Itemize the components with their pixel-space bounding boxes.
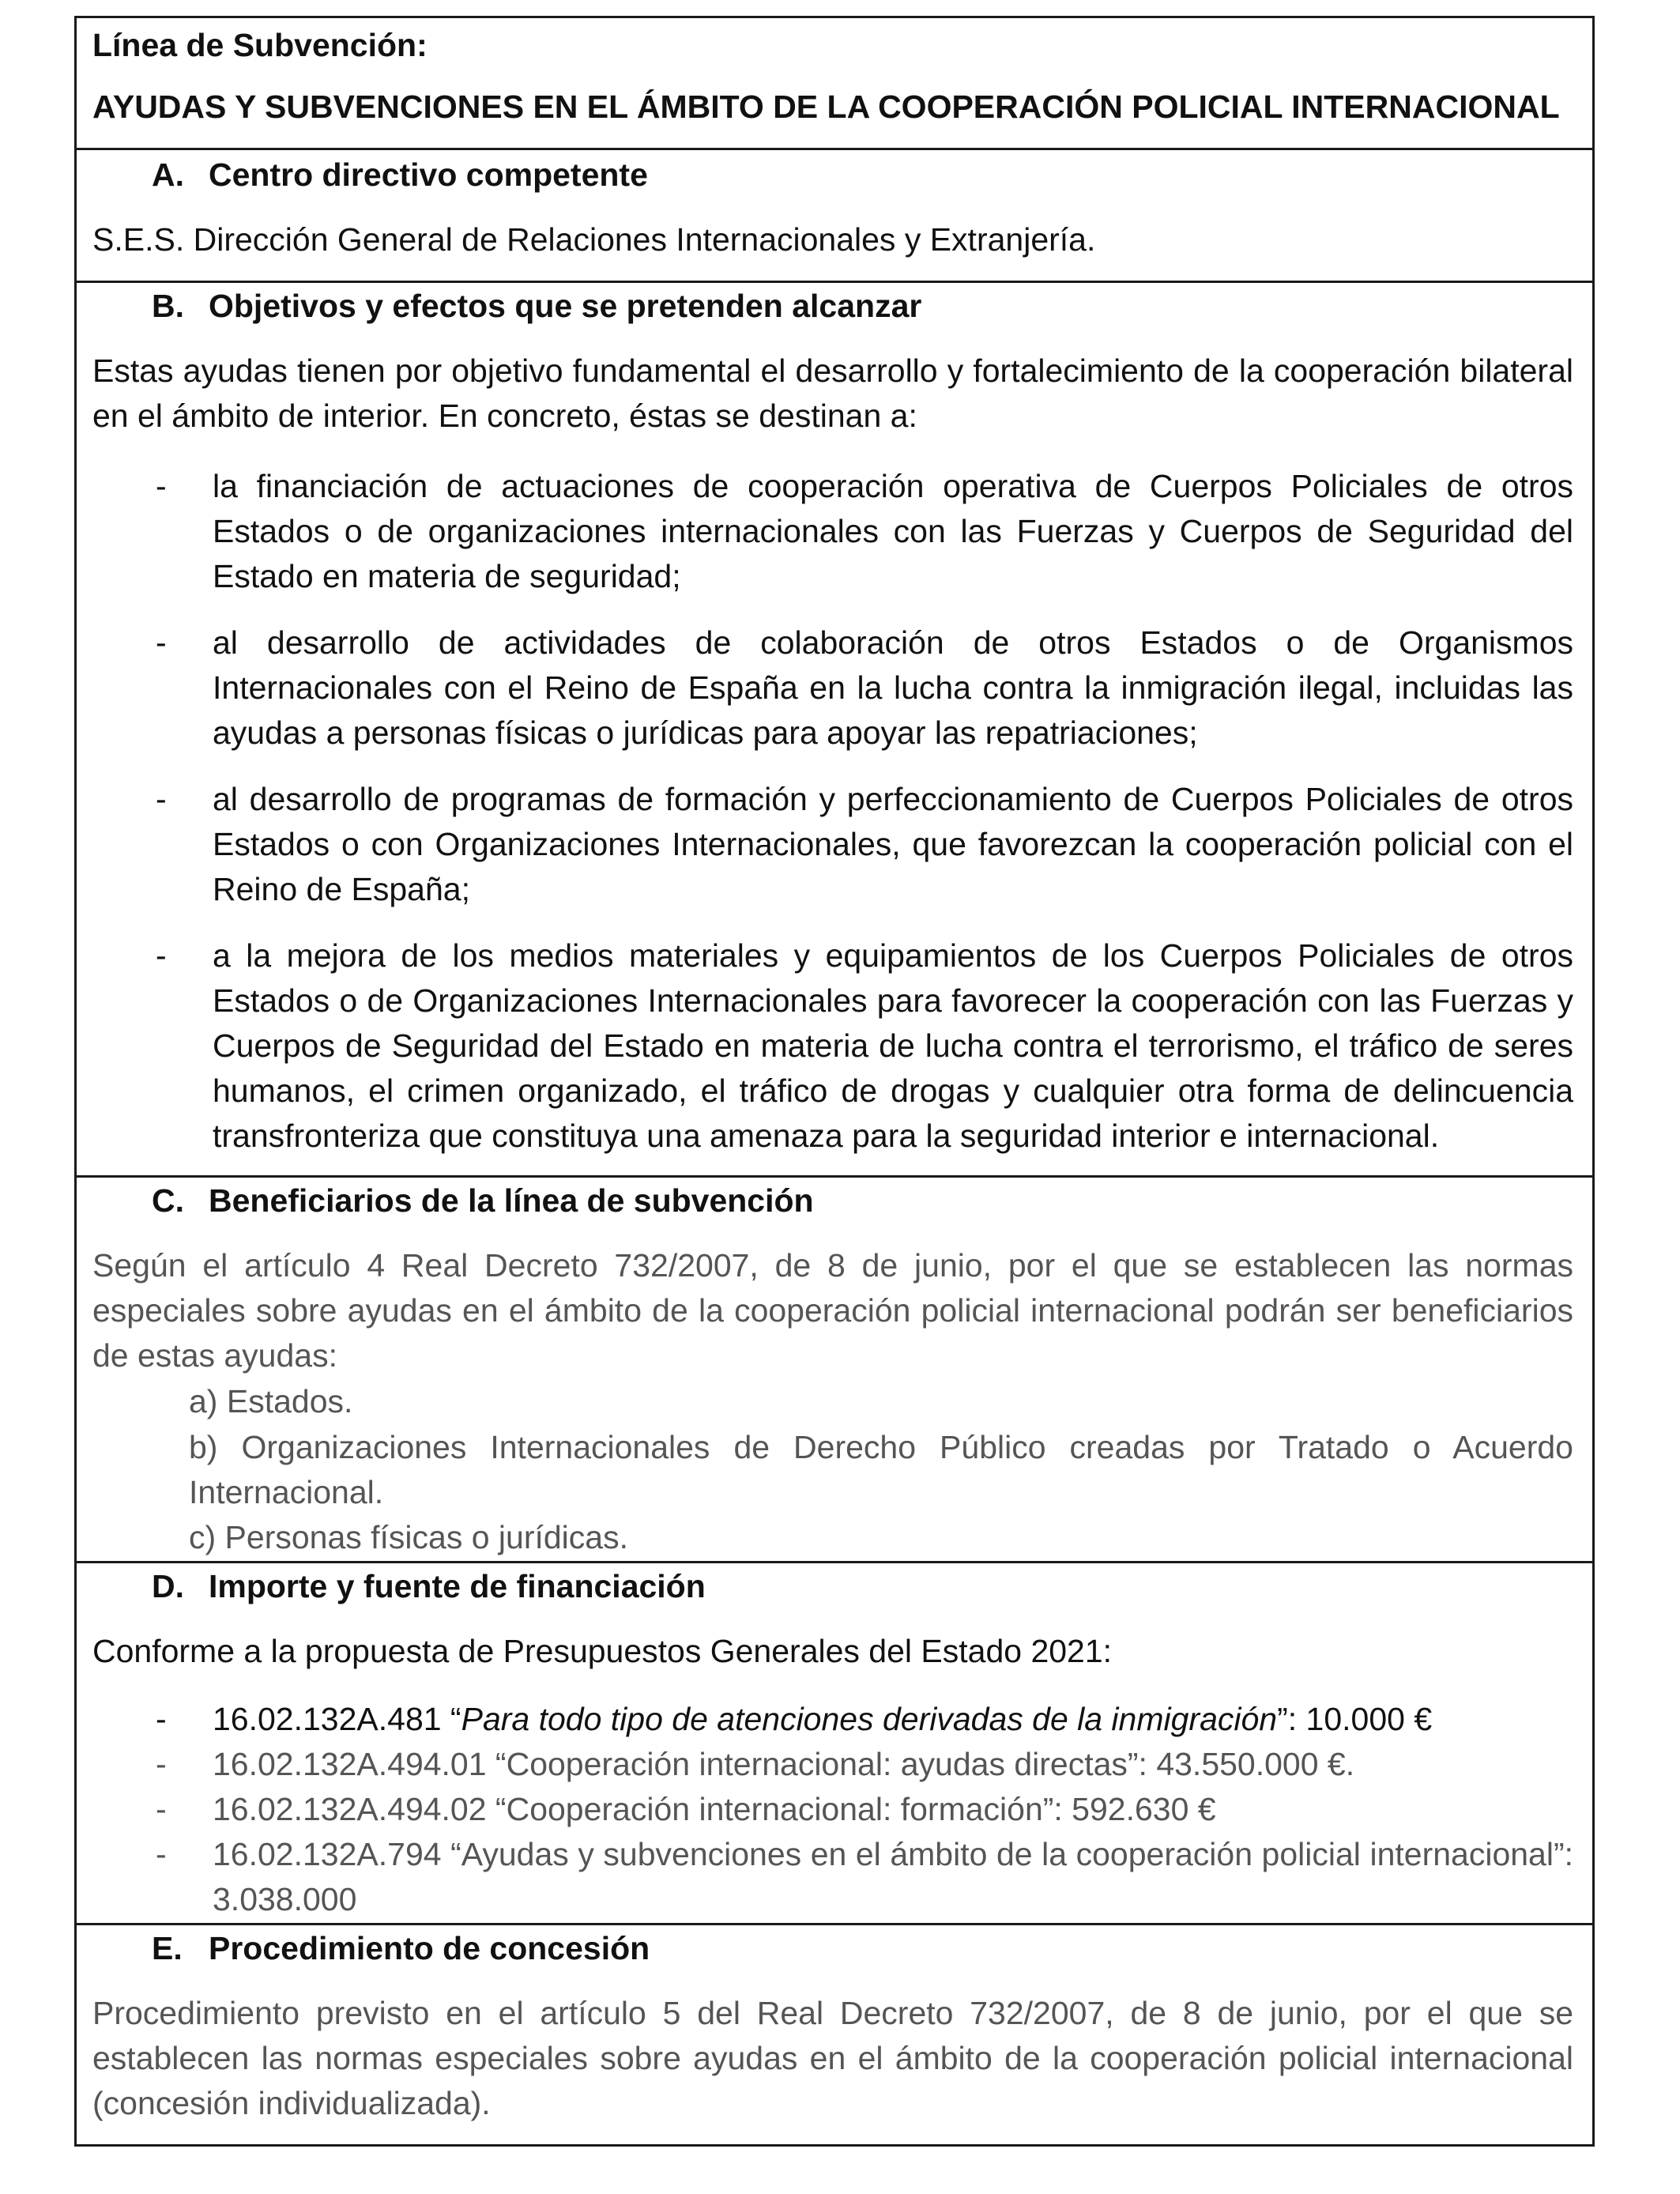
bullet-dash: - (156, 624, 167, 661)
bullet-dash: - (156, 1836, 167, 1872)
section-b-item-2: al desarrollo de actividades de colaboración de otros Estados o de Organismos Internacionales con el Reino de España en la lucha contra la inmigración ilegal, incluidas las ayudas a personas físicas o jurídicas para apoyar las repatriaciones; (213, 624, 1573, 751)
section-c-letter: C. (152, 1182, 184, 1219)
bullet-dash: - (156, 1701, 167, 1737)
section-b-item-4: a la mejora de los medios materiales y equipamientos de los Cuerpos Policiales de otros Estados o de Organizaciones Internacionales para favorecer la cooperación con las Fuerzas y Cuerpos de Seguridad del Estado en materia de lucha contra el terrorismo, el tráfico de seres humanos, el crimen organizado, el tráfico de drogas y cualquier otra forma de delincuencia transfronteriza que constituya una amenaza para la seguridad interior e internacional. (213, 937, 1573, 1154)
section-d-item-1 (213, 1697, 1573, 1742)
section-e-heading (152, 1926, 650, 1971)
section-b-title: Objetivos y efectos que se pretenden alcanzar (209, 288, 922, 324)
section-a-title: Centro directivo competente (209, 156, 648, 193)
budget-concept: Para todo tipo de atenciones derivadas de la inmigración (461, 1701, 1278, 1737)
bullet-dash: - (156, 468, 167, 504)
budget-amount: ”: 10.000 € (1277, 1701, 1433, 1737)
section-b-intro: Estas ayudas tienen por objetivo fundamental el desarrollo y fortalecimiento de la cooperación bilateral en el ámbito de interior. En concreto, éstas se destinan a: (92, 352, 1573, 434)
section-d-item-3: 16.02.132A.494.02 “Cooperación internacional: formación”: 592.630 € (213, 1791, 1216, 1827)
section-c-heading (152, 1178, 814, 1223)
divider (77, 148, 1592, 150)
divider (77, 1923, 1592, 1925)
line-label: Línea de Subvención: (92, 27, 428, 63)
section-c-item-a: a) Estados. (189, 1383, 353, 1419)
bullet-dash: - (156, 1791, 167, 1827)
section-c-intro: Según el artículo 4 Real Decreto 732/2007, de 8 de junio, por el que se establecen las normas especiales sobre ayudas en el ámbito de la cooperación policial internacional podrán ser beneficiarios de estas ayudas: (92, 1247, 1573, 1374)
section-e-letter: E. (152, 1930, 183, 1966)
section-c-item-c: c) Personas físicas o jurídicas. (189, 1519, 628, 1555)
divider (77, 281, 1592, 283)
divider (77, 1561, 1592, 1563)
section-d-letter: D. (152, 1568, 184, 1604)
bullet-dash: - (156, 781, 167, 817)
section-e-title: Procedimiento de concesión (209, 1930, 650, 1966)
section-e-text: Procedimiento previsto en el artículo 5 del Real Decreto 732/2007, de 8 de junio, por el que se establecen las normas especiales sobre ayudas en el ámbito de la cooperación policial internacional (concesión individualizada). (92, 1995, 1573, 2121)
section-a-heading (152, 153, 648, 198)
section-a-letter: A. (152, 156, 184, 193)
section-b-heading (152, 284, 921, 329)
section-d-item-4: 16.02.132A.794 “Ayudas y subvenciones en el ámbito de la cooperación policial internacional”: 3.038.000 (213, 1836, 1573, 1917)
section-c-item-b: b) Organizaciones Internacionales de Derecho Público creadas por Tratado o Acuerdo Internacional. (189, 1429, 1573, 1510)
section-a-text: S.E.S. Dirección General de Relaciones Internacionales y Extranjería. (92, 221, 1096, 258)
bullet-dash: - (156, 1746, 167, 1782)
budget-code: 16.02.132A.481 “ (213, 1701, 461, 1737)
section-c-title: Beneficiarios de la línea de subvención (209, 1182, 814, 1219)
section-d-item-2: 16.02.132A.494.01 “Cooperación internacional: ayudas directas”: 43.550.000 €. (213, 1746, 1355, 1782)
section-d-title: Importe y fuente de financiación (209, 1568, 706, 1604)
divider (77, 1175, 1592, 1178)
section-b-item-1: la financiación de actuaciones de cooperación operativa de Cuerpos Policiales de otros Estados o de organizaciones internacionales con las Fuerzas y Cuerpos de Seguridad del Estado en materia de seguridad; (213, 468, 1573, 594)
section-b-item-3: al desarrollo de programas de formación y perfeccionamiento de Cuerpos Policiales de otros Estados o con Organizaciones Internacionales, que favorezcan la cooperación policial con el Reino de España; (213, 781, 1573, 907)
section-d-heading (152, 1564, 706, 1609)
line-title: AYUDAS Y SUBVENCIONES EN EL ÁMBITO DE LA COOPERACIÓN POLICIAL INTERNACIONAL (92, 89, 1560, 125)
section-d-intro: Conforme a la propuesta de Presupuestos Generales del Estado 2021: (92, 1633, 1113, 1669)
subsidy-table (74, 16, 1595, 2147)
bullet-dash: - (156, 937, 167, 974)
section-b-letter: B. (152, 288, 184, 324)
